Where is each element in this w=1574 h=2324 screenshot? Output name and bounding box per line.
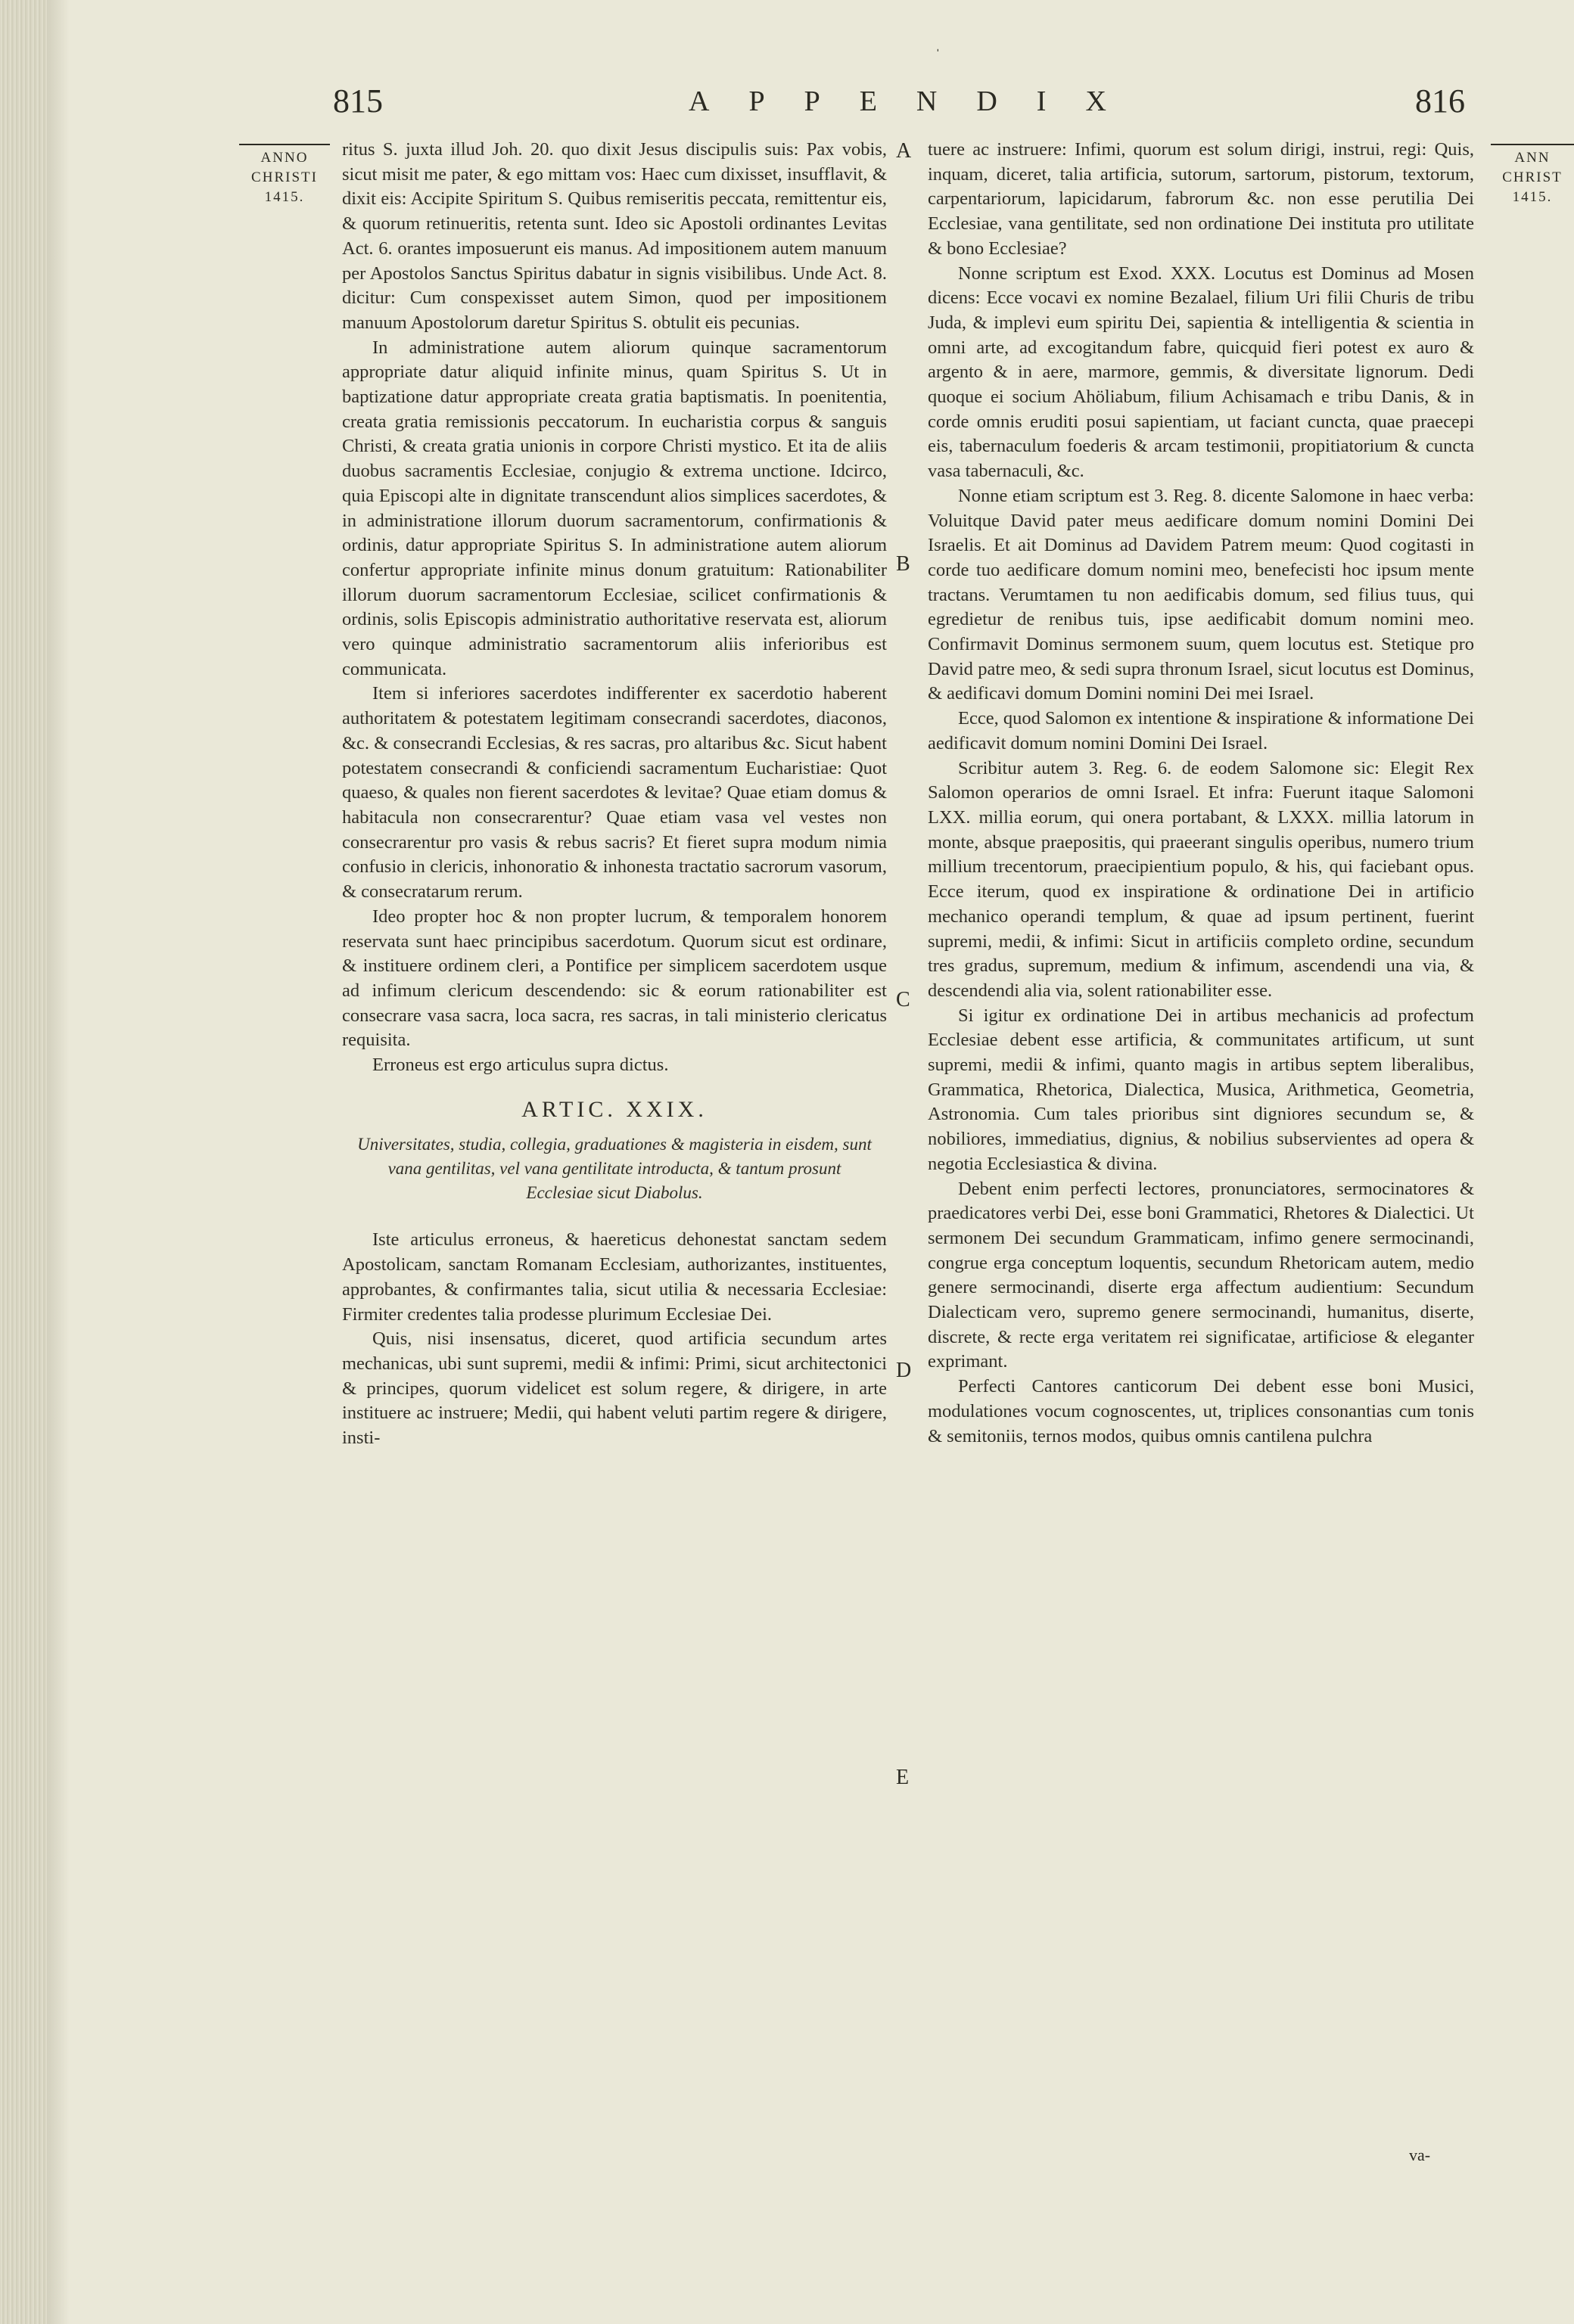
margin-anno: ANN — [1514, 150, 1551, 166]
paragraph: In administratione autem aliorum quinque sacramentorum appropriate datur aliquid infinite minus, quam Spiritus S. Ut in baptizatione datur appropriate creata gratia baptismatis. In poenitentia, creata gratia remissionis peccatorum. In eucharistia corpus & sanguis Christi, & creata gratia unionis in corpore Christi mystico. Et ita de aliis duobus sacramentis Ecclesiae, conjugio & extrema unctione. Idcirco, quia Episcopi alte in dignitate transcendunt alios simplices sacerdotes, & in administratione illorum duorum sacramentorum, confirmationis & ordinis, datur appropriate Spiritus S. In administratione autem aliorum confertur appropriate infinite minus donum gratuitum: Rationabiliter illorum duorum sacramentorum Ecclesiae, scilicet confirmationis & ordinis, solis Episcopis administratio authoritative reservata est, aliorum vero quinque administratio sacramentorum aliis inferioribus est communicata. — [342, 337, 887, 679]
running-title: APPENDIX — [689, 85, 1146, 117]
left-column — [342, 138, 887, 1451]
paragraph: Si igitur ex ordinatione Dei in artibus mechanicis ad profectum Ecclesiae debent esse artificia, & communitates artificum, ut sunt supremi, medii & infimi, quanto magis in artibus septem liberalibus, Grammatica, Rhetorica, Dialectica, Musica, Arithmetica, Geometria, Astronomia. Cum tales prioribus sint digniores secundum se, & nobiliores, immediatius, dignius, & nobilius subservientes ad opera & negotia Ecclesiastica & divina. — [928, 1005, 1474, 1174]
section-letter-a: A — [896, 139, 912, 163]
paragraph: Quis, nisi insensatus, diceret, quod artificia secundum artes mechanicas, ubi sunt supremi, medii & infimi: Primi, sicut architectonici & principes, quorum videlicet est solum regere, & dirigere, in arte instituere ac instruere; Medii, qui habent veluti partim regere & dirigere, insti- — [342, 1328, 887, 1449]
paragraph: Iste articulus erroneus, & haereticus dehonestat sanctam sedem Apostolicam, sanctam Romanam Ecclesiam, authorizantes, instituentes, approbantes, & confirmantes talia, sicut utilia & necessaria Ecclesiae: Firmiter credentes talia prodesse plurimum Ecclesiae Dei. — [342, 1229, 887, 1325]
paragraph: Perfecti Cantores canticorum Dei debent esse boni Musici, modulationes vocum cognoscentes, ut, triplices consonantias cum tonis & semitoniis, ternos modos, quibus omnis cantilena pulchra — [928, 1376, 1474, 1446]
paragraph: Erroneus est ergo articulus supra dictus. — [372, 1055, 669, 1076]
margin-year: 1415. — [264, 189, 305, 205]
margin-year-left — [239, 144, 330, 207]
margin-christi: CHRISTI — [251, 169, 318, 185]
page-number-left: 815 — [333, 82, 383, 120]
running-header — [333, 82, 1513, 135]
paragraph: Nonne scriptum est Exod. XXX. Locutus est Dominus ad Mosen dicens: Ecce vocavi ex nomine Bezalael, filium Uri filii Churis de tribu Juda, & implevi eum spiritu Dei, sapientia & intelligentia & scientia in omni arte, ad excogitandum fabre, quicquid fieri potest ex auro & argento & in aere, marmore, gemmis, & diversitate lignorum. Dedi quoque ei socium Ahöliabum, filium Achisamach e tribu Danis, & in corde omnis eruditi posui sapientiam, ut faciant cuncta, quae praecepi eis, tabernaculum foederis & arcam testimonii, propitiatorium & cuncta vasa tabernaculi, &c. — [928, 263, 1474, 482]
article-statement: Universitates, studia, collegia, graduationes & magisteria in eisdem, sunt vana gentilitas, vel vana gentilitate introducta, & tantum prosunt Ecclesiae sicut Diabolus. — [357, 1135, 872, 1203]
margin-year: 1415. — [1512, 189, 1553, 205]
paragraph: ritus S. juxta illud Joh. 20. quo dixit Jesus discipulis suis: Pax vobis, sicut misit me pater, & ego mittam vos: Haec cum dixisset, insufflavit, & dixit eis: Accipite Spiritum S. Quibus remiseritis peccata, remittentur eis, & quorum retinueritis, retenta sunt. Ideo sic Apostoli ordinantes Levitas Act. 6. orantes imposuerunt eis manus. Ad impositionem autem manuum per Apostolos Sanctus Spiritus dabatur in signis visibilibus. Unde Act. 8. dicitur: Cum conspexisset autem Simon, quod per impositionem manuum Apostolorum daretur Spiritus S. obtulit eis pecunias. — [342, 139, 887, 333]
margin-christi: CHRIST — [1502, 169, 1563, 185]
paragraph: Ecce, quod Salomon ex intentione & inspiratione & informatione Dei aedificavit domum nomini Domini Dei Israel. — [928, 708, 1474, 753]
section-letter-e: E — [896, 1766, 910, 1789]
paragraph: Scribitur autem 3. Reg. 6. de eodem Salomone sic: Elegit Rex Salomon operarios de omni Israel. Et infra: Fuerunt itaque Salomoni LXX. millia eorum, qui onera portabant, & LXXX. millia latorum in monte, absque praepositis, qui praeerant singulis operibus, numero trium millium trecentorum, praecipientium populo, & his, qui faciebant opus. Ecce iterum, quod ex inspiratione & ordinatione Dei in artificio mechanico operandi templum, & quae ad ipsum pertinent, fuerint supremi, medii, & infimi: Sicut in artificiis completo ordine, secundum tres gradus, supremum, medium & infimum, ascendendi una via, & descendendi alia via, solent rationabiliter esse. — [928, 757, 1474, 1001]
section-letter-d: D — [896, 1359, 912, 1382]
article-heading: ARTIC. XXIX. — [521, 1096, 708, 1122]
section-letter-b: B — [896, 552, 910, 576]
margin-rule — [239, 144, 330, 145]
printer-mark: ˈ — [935, 47, 941, 64]
paragraph: tuere ac instruere: Infimi, quorum est solum dirigi, instrui, regi: Quis, inquam, diceret, talia artificia, sutorum, sartorum, pistorum, textorum, carpentariorum, lapicidarum, fabrorum &c. non esse perutilia Dei Ecclesiae, vana gentilitate, sed non ordinatione Dei instituta pro utilitate & bono Ecclesiae? — [928, 139, 1474, 259]
paragraph: Debent enim perfecti lectores, pronunciatores, sermocinatores & praedicatores verbi Dei, esse boni Grammatici, Rhetores & Dialectici. Ut sermonem Dei secundum Grammaticam, infimo genere sermocinandi, congrue erga conceptum loquentis, secundum Rhetoricam autem, medio genere sermocinandi, diserte erga affectum audientium: Secundum Dialecticam vero, supremo genere sermocinandi, humanitus, diserte, discrete, & recte erga veritatem rei significatae, artificiose & eleganter exprimant. — [928, 1178, 1474, 1372]
right-column — [928, 138, 1474, 1449]
margin-year-right — [1491, 144, 1574, 207]
paragraph: Item si inferiores sacerdotes indifferenter ex sacerdotio haberent authoritatem & potestatem legitimam consecrandi sacerdotes, diaconos, &c. & consecrandi Ecclesias, & res sacras, pro altaribus &c. Sicut habent potestatem consecrandi & conficiendi sacramentum Eucharistiae: Quot quaeso, & quales non fierent sacerdotes & levitae? Quae etiam domus & habitacula non consecrarentur? Quae etiam vasa vel vestes non consecrarentur pro vasis & rebus sacris? Et fieret supra modum nimia confusio in clericis, inhonoratio & inhonesta tractatio sacrorum vasorum, & consecratarum rerum. — [342, 683, 887, 903]
margin-rule — [1491, 144, 1574, 145]
catchword: va- — [1409, 2145, 1431, 2164]
book-page-edge — [0, 0, 47, 2324]
paragraph: Ideo propter hoc & non propter lucrum, & temporalem honorem reservata sunt haec principibus sacerdotum. Quorum sicut est ordinare, & instituere ordinem cleri, a Pontifice per simplicem sacerdotem usque ad infimum clericum descendendo: sic & eorum rationabiliter est consecrare vasa sacra, loca sacra, res sacras, in tali ministerio clericatus requisita. — [342, 906, 887, 1051]
margin-anno: ANNO — [260, 150, 309, 166]
section-letter-c: C — [896, 988, 910, 1011]
page-number-right: 816 — [1415, 82, 1465, 120]
gutter-shadow — [47, 0, 70, 2324]
paragraph: Nonne etiam scriptum est 3. Reg. 8. dicente Salomone in haec verba: Voluitque David pater meus aedificare domum nomini Domini Dei Israelis. Et ait Dominus ad Davidem Patrem meum: Quod cogitasti in corde tuo aedificare domum nomini meo, benefecisti hoc ipsum mente tractans. Verumtamen tu non aedificabis domum, sed filius tuus, qui egredietur de renibus tuis, ipse aedificabit domum nomini meo. Confirmavit Dominus sermonem suum, quem locutus est. Stetique pro David patre meo, & sedi supra thronum Israel, sicut locutus est Dominus, & aedificavi domum Domini nomini Dei mei Israel. — [928, 485, 1474, 704]
